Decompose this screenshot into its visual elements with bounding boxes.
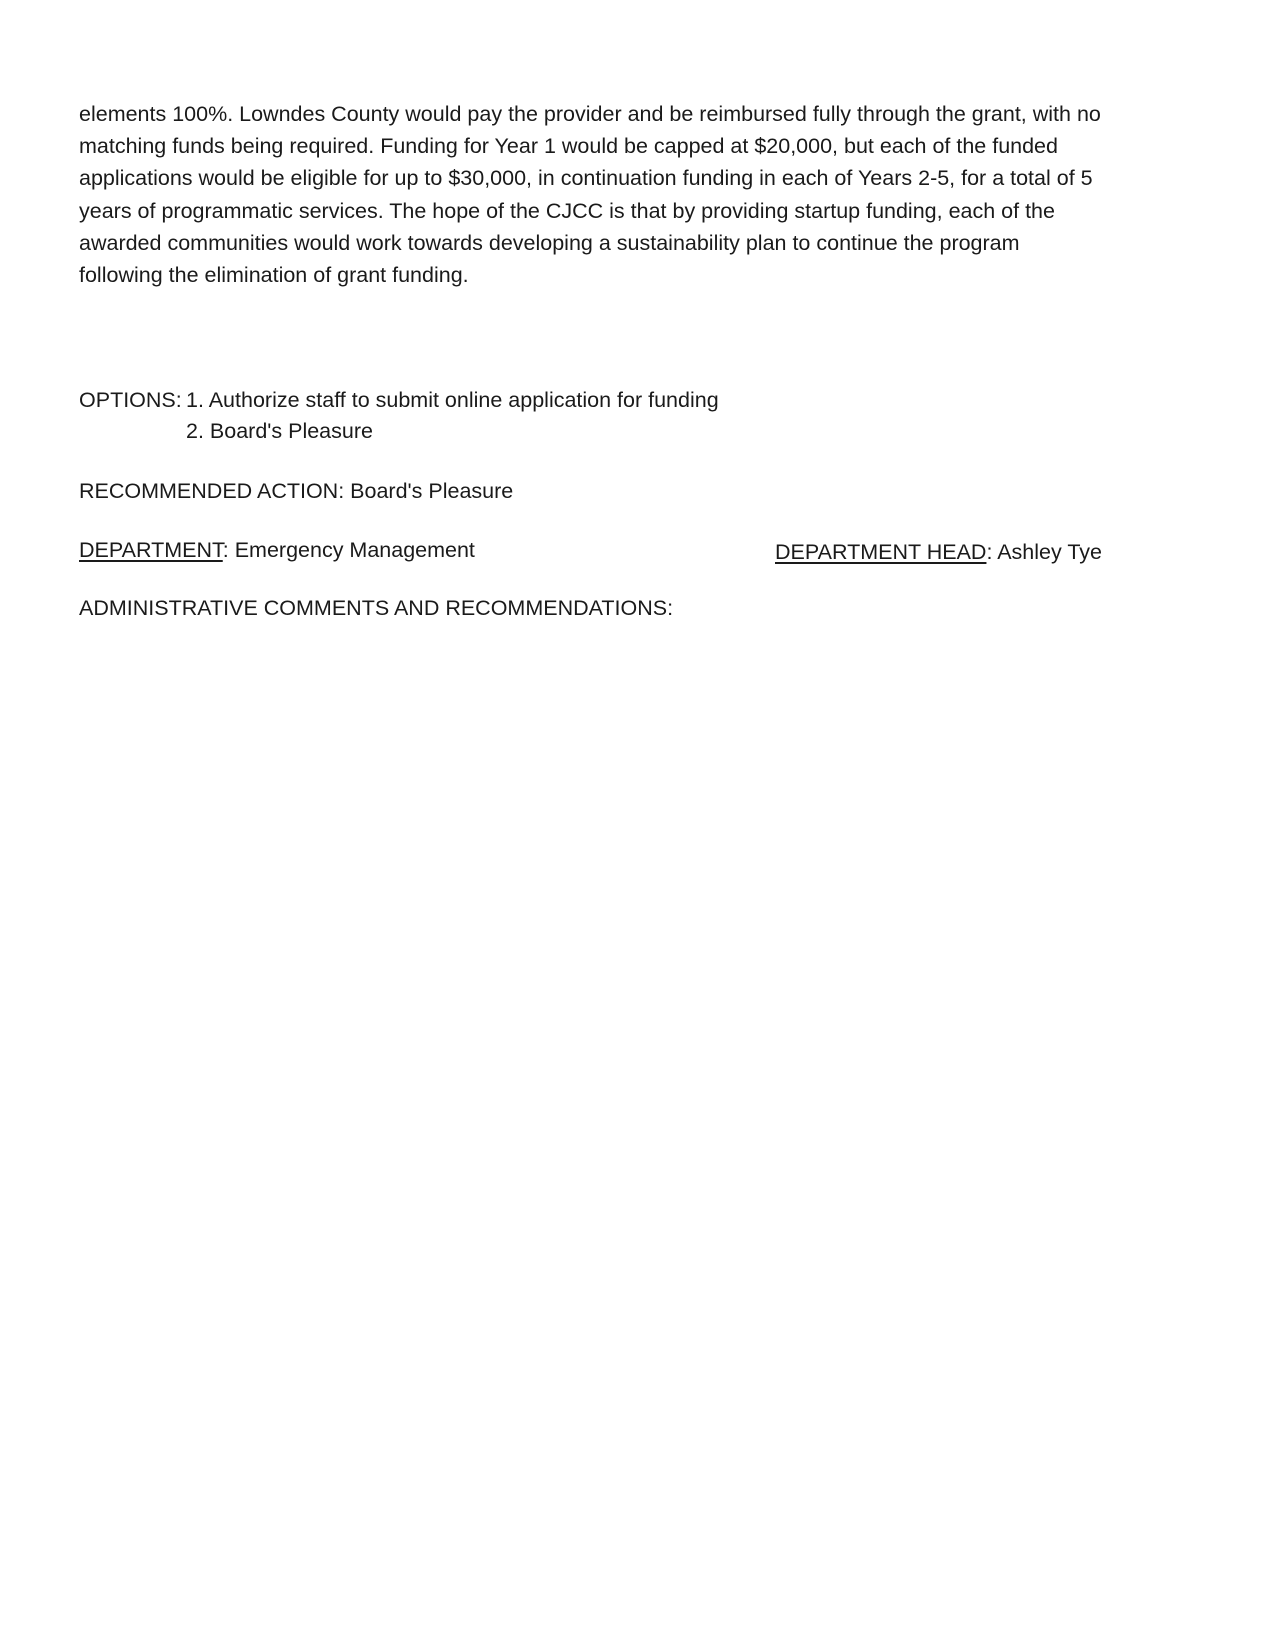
department-head-field [775, 540, 1102, 565]
colon: : [986, 540, 998, 564]
department-head-value: Ashley Tye [997, 540, 1102, 564]
paragraph-line: following the elimination of grant funding. [79, 263, 469, 288]
colon: : [222, 538, 235, 562]
paragraph-line: matching funds being required. Funding for Year 1 would be capped at $20,000, but each of the funded [79, 134, 1058, 159]
recommended-action-value: Board's Pleasure [350, 479, 514, 503]
options-row [79, 385, 719, 416]
administrative-comments [79, 596, 673, 621]
options-indent [79, 416, 186, 447]
options-section [79, 385, 719, 447]
recommended-action-label: RECOMMENDED ACTION: [79, 479, 345, 503]
option-item-2: 2. Board's Pleasure [186, 419, 373, 443]
paragraph-line: years of programmatic services. The hope of the CJCC is that by providing startup funding, each of the [79, 198, 1055, 223]
option-item-1: 1. Authorize staff to submit online application for funding [186, 388, 719, 412]
department-field [79, 538, 475, 563]
paragraph-line: elements 100%. Lowndes County would pay the provider and be reimbursed fully through the grant, with no [79, 102, 1101, 126]
options-row [79, 416, 719, 447]
body-paragraph [79, 98, 1179, 291]
department-head-label: DEPARTMENT HEAD [775, 540, 987, 564]
paragraph-line: applications would be eligible for up to $30,000, in continuation funding in each of Years 2-5, for a total of 5 [79, 166, 1093, 191]
recommended-action [79, 479, 513, 504]
paragraph-line: awarded communities would work towards developing a sustainability plan to continue the program [79, 230, 1020, 255]
administrative-comments-label: ADMINISTRATIVE COMMENTS AND RECOMMENDATIONS: [79, 596, 674, 620]
department-value: Emergency Management [234, 538, 475, 562]
options-label: OPTIONS: [79, 388, 182, 412]
department-label: DEPARTMENT [79, 538, 223, 562]
